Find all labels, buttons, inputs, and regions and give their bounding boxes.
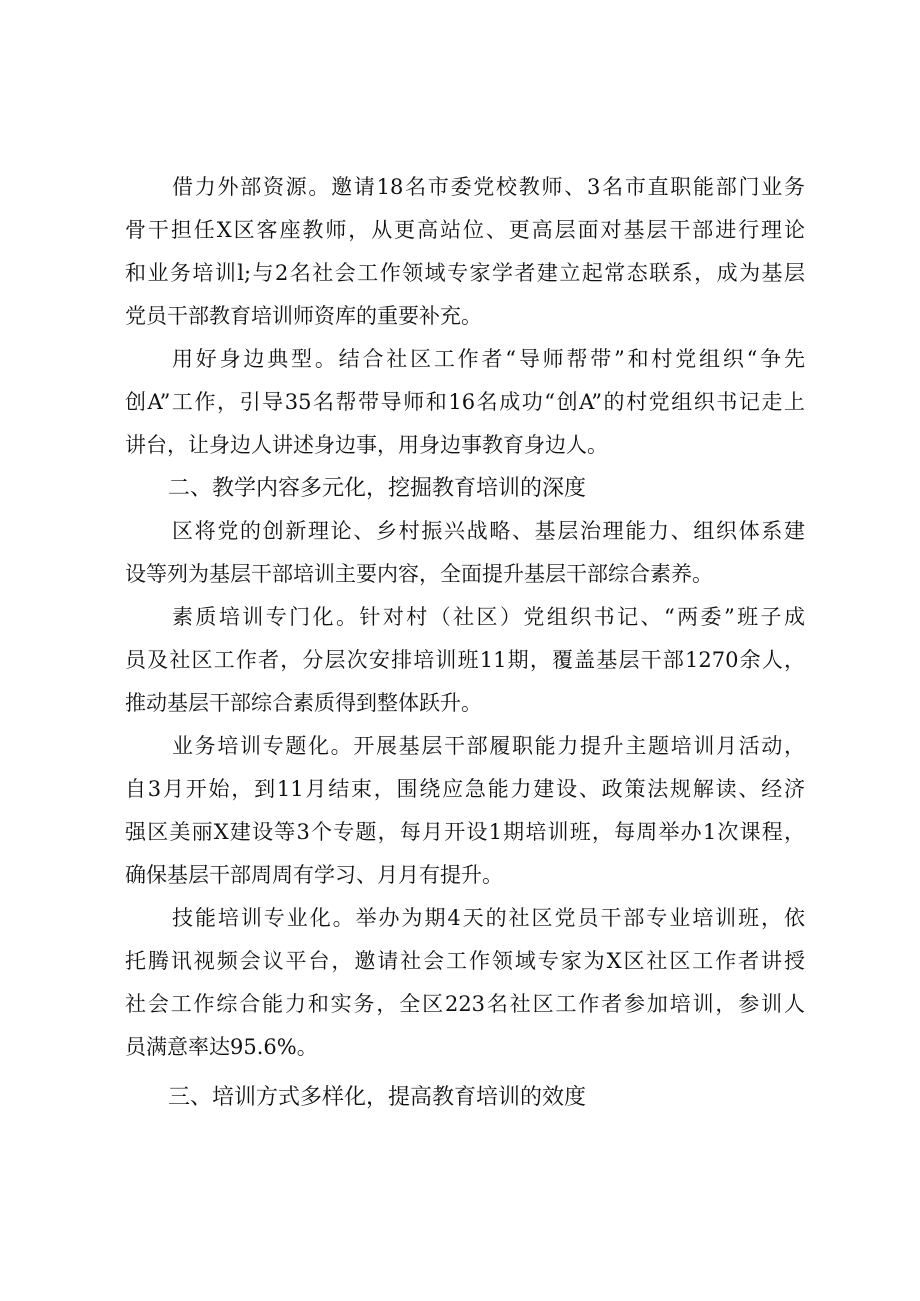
- section-heading-2: 二、教学内容多元化，挖掘教育培训的深度: [168, 476, 587, 501]
- paragraph-4-line-3: 推动基层干部综合素质得到整体跃升。: [125, 691, 482, 715]
- paragraph-5-line-4: 确保基层干部周周有学习、月月有提升。: [125, 863, 503, 887]
- paragraph-1-line-3: 和业务培训l;与2名社会工作领域专家学者建立起常态联系，成为基层: [125, 261, 805, 285]
- paragraph-2-line-1: 用好身边典型。结合社区工作者“导师帮带”和村党组织“争先: [172, 347, 805, 371]
- paragraph-5-line-3: 强区美丽X建设等3个专题，每月开设1期培训班，每周举办1次课程，: [125, 820, 805, 844]
- paragraph-6-line-2: 托腾讯视频会议平台，邀请社会工作领域专家为X区社区工作者讲授: [125, 949, 805, 973]
- paragraph-1-line-4: 党员干部教育培训师资库的重要补充。: [125, 304, 482, 328]
- paragraph-1-line-1: 借力外部资源。邀请18名市委党校教师、3名市直职能部门业务: [172, 175, 805, 199]
- paragraph-5-line-1: 业务培训专题化。开展基层干部履职能力提升主题培训月活动，: [172, 734, 805, 758]
- paragraph-2-line-3: 讲台，让身边人讲述身边事，用身边事教育身边人。: [125, 433, 608, 457]
- paragraph-5-line-2: 自3月开始，到11月结束，围绕应急能力建设、政策法规解读、经济: [125, 777, 805, 801]
- paragraph-4-line-1: 素质培训专门化。针对村（社区）党组织书记、“两委”班子成: [172, 605, 805, 629]
- paragraph-1-line-2: 骨干担任X区客座教师，从更高站位、更高层面对基层干部进行理论: [125, 218, 805, 242]
- paragraph-6-line-1: 技能培训专业化。举办为期4天的社区党员干部专业培训班，依: [172, 906, 805, 930]
- paragraph-3-line-1: 区将党的创新理论、乡村振兴战略、基层治理能力、组织体系建: [172, 519, 805, 543]
- paragraph-4-line-2: 员及社区工作者，分层次安排培训班11期，覆盖基层干部1270余人，: [125, 648, 805, 672]
- paragraph-6-line-4: 员满意率达95.6%。: [125, 1035, 318, 1059]
- paragraph-2-line-2: 创A”工作，引导35名帮带导师和16名成功“创A”的村党组织书记走上: [125, 390, 805, 414]
- paragraph-6-line-3: 社会工作综合能力和实务，全区223名社区工作者参加培训，参训人: [125, 992, 805, 1016]
- section-heading-3: 三、培训方式多样化，提高教育培训的效度: [168, 1085, 587, 1110]
- paragraph-3-line-2: 设等列为基层干部培训主要内容，全面提升基层干部综合素养。: [125, 562, 713, 586]
